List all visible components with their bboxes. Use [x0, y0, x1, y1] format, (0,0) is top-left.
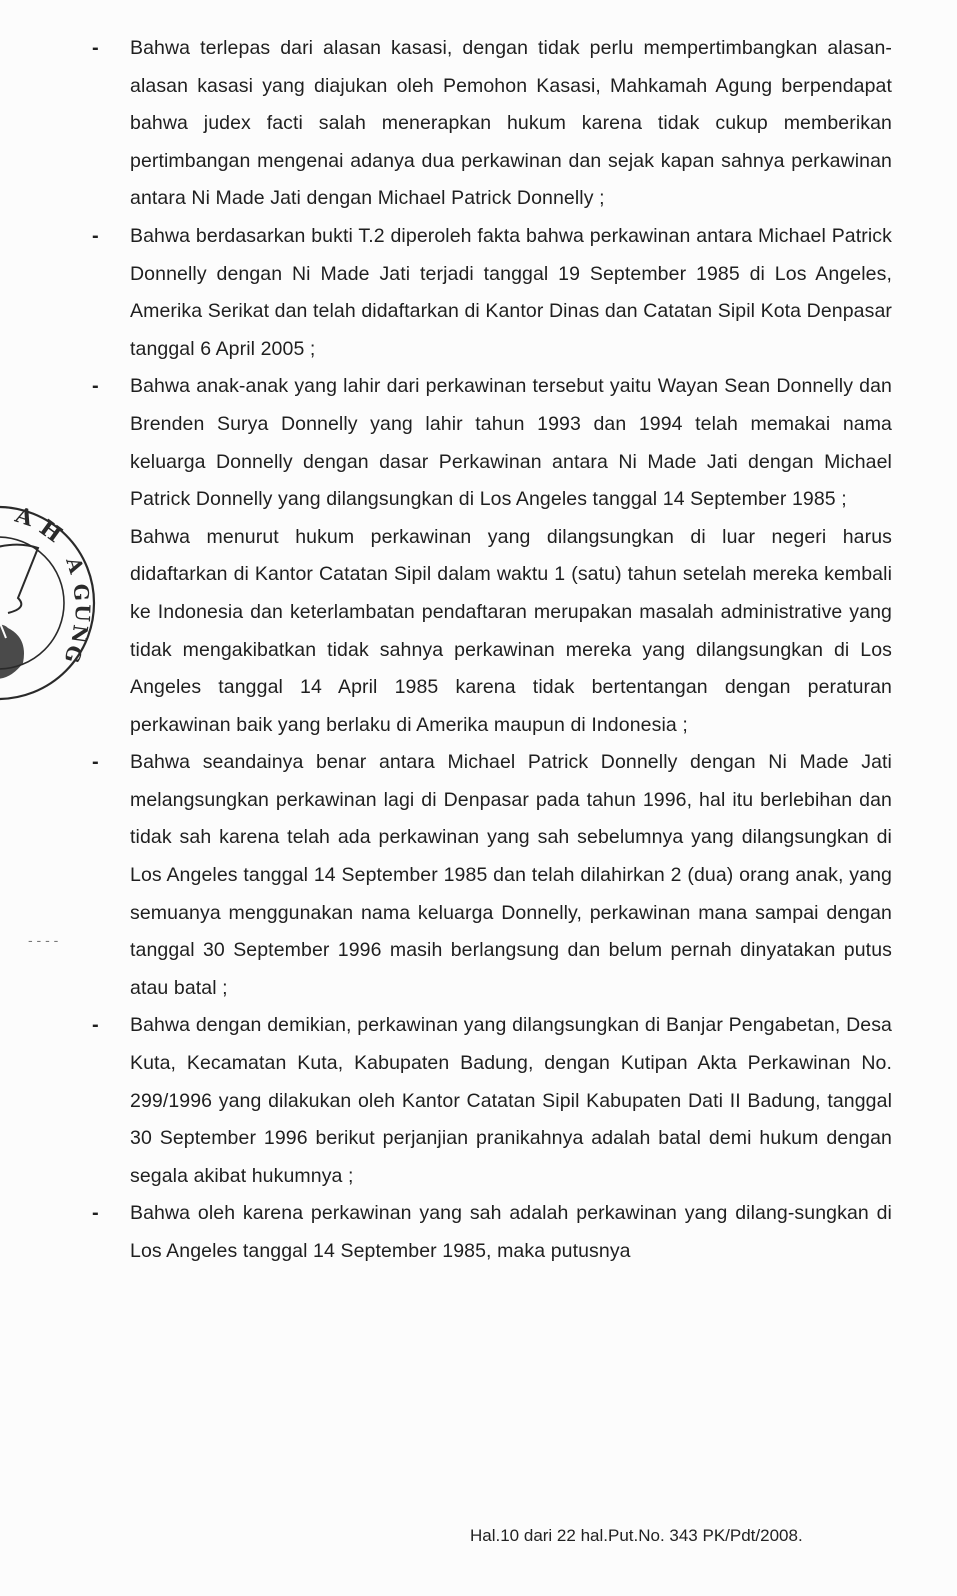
- svg-text:A: A: [12, 501, 37, 532]
- court-seal-stamp: [0, 488, 98, 718]
- list-item: [86, 1195, 892, 1270]
- list-item: [86, 368, 892, 518]
- paragraph-text: Bahwa anak-anak yang lahir dari perkawinan tersebut yaitu Wayan Sean Donnelly dan Brenden Surya Donnelly yang lahir tahun 1993 dan 1994 telah memakai nama keluarga Donnelly dengan dasar Perkawinan antara Ni Made Jati dengan Michael Patrick Donnelly yang dilangsungkan di Los Angeles tanggal 14 September 1985 ;: [130, 375, 892, 511]
- svg-text:N: N: [66, 623, 93, 645]
- list-item: [86, 519, 892, 745]
- bullet-dash: -: [92, 1014, 99, 1037]
- paragraph-text: Bahwa oleh karena perkawinan yang sah adalah perkawinan yang dilang-sungkan di Los Angeles tanggal 14 September 1985, maka putusnya: [130, 1202, 892, 1262]
- paragraph-text: Bahwa menurut hukum perkawinan yang dilangsungkan di luar negeri harus didaftarkan di Kantor Catatan Sipil dalam waktu 1 (satu) tahun setelah mereka kembali ke Indonesia dan keterlambatan pendaftaran merupakan masalah administrative yang tidak mengakibatkan tidak sahnya perkawinan mereka yang dilangsungkan di Los Angeles tanggal 14 April 1985 karena tidak bertentangan dengan peraturan perkawinan baik yang berlaku di Amerika maupun di Indonesia ;: [130, 525, 892, 736]
- svg-text:U: U: [70, 603, 95, 623]
- list-item: [86, 1007, 892, 1195]
- paragraph-text: Bahwa terlepas dari alasan kasasi, dengan tidak perlu mempertimbangkan alasan-alasan kasasi yang diajukan oleh Pemohon Kasasi, Mahkamah Agung berpendapat bahwa judex facti salah menerapkan hukum karena tidak cukup memberikan pertimbangan mengenai adanya dua perkawinan dan sejak kapan sahnya perkawinan antara Ni Made Jati dengan Michael Patrick Donnelly ;: [130, 37, 892, 210]
- page-footer: Hal.10 dari 22 hal.Put.No. 343 PK/Pdt/2008.: [470, 1526, 803, 1545]
- bullet-dash: -: [92, 37, 99, 59]
- bullet-dash: -: [92, 375, 99, 398]
- list-item: [86, 218, 892, 368]
- svg-text:G: G: [59, 642, 88, 666]
- list-item: [86, 30, 892, 218]
- svg-text:H: H: [34, 514, 67, 549]
- svg-text:G: G: [69, 583, 94, 602]
- list-item: [86, 744, 892, 1007]
- paragraph-text: Bahwa dengan demikian, perkawinan yang dilangsungkan di Banjar Pengabetan, Desa Kuta, Kecamatan Kuta, Kabupaten Badung, dengan Kutipan Akta Perkawinan No. 299/1996 yang dilakukan oleh Kantor Catatan Sipil Kabupaten Dati II Badung, tanggal 30 September 1996 berikut perjanjian pranikahnya adalah batal demi hukum dengan segala akibat hukumnya ;: [130, 1014, 892, 1187]
- paragraph-text: Bahwa seandainya benar antara Michael Patrick Donnelly dengan Ni Made Jati melangsungkan perkawinan lagi di Denpasar pada tahun 1996, hal itu berlebihan dan tidak sah karena telah ada perkawinan yang sah sebelumnya yang dilangsungkan di Los Angeles tanggal 14 September 1985 dan telah dilahirkan 2 (dua) orang anak, yang semuanya menggunakan nama keluarga Donnelly, perkawinan mana sampai dengan tanggal 30 September 1996 masih berlangsung dan belum pernah dinyatakan putus atau batal ;: [130, 751, 892, 999]
- document-body: [86, 30, 892, 1271]
- bullet-dash: -: [92, 224, 99, 247]
- scan-artifact: - - - -: [28, 932, 59, 948]
- bullet-dash: -: [92, 1202, 99, 1225]
- svg-text:A: A: [61, 554, 89, 577]
- paragraph-text: Bahwa berdasarkan bukti T.2 diperoleh fakta bahwa perkawinan antara Michael Patrick Donnelly dengan Ni Made Jati terjadi tanggal 19 September 1985 di Los Angeles, Amerika Serikat dan telah didaftarkan di Kantor Dinas dan Catatan Sipil Kota Denpasar tanggal 6 April 2005 ;: [130, 224, 892, 360]
- bullet-dash: -: [92, 751, 99, 774]
